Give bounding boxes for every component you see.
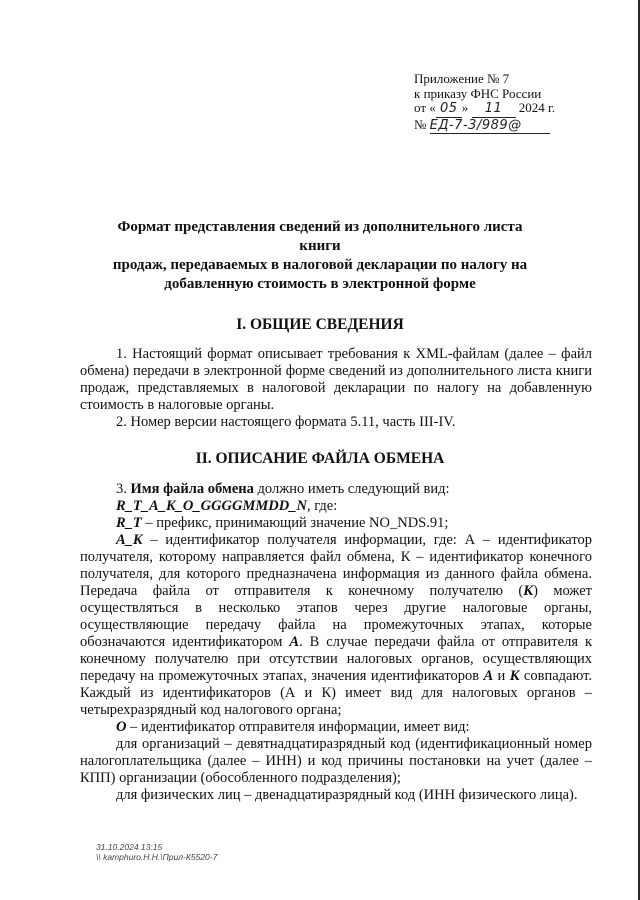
approval-block <box>414 72 614 134</box>
sender-definition: О – идентификатор отправителя информации, имеет вид: <box>116 719 470 735</box>
order-number-value: ЕД-7-3/989@ <box>430 119 550 135</box>
order-number: № ЕД-7-3/989@ <box>414 118 614 135</box>
appendix-number: Приложение № 7 <box>414 71 510 86</box>
date-month: 11 <box>472 102 516 118</box>
order-reference: к приказу ФНС России <box>414 85 542 101</box>
section-1-body <box>80 346 592 431</box>
organization-code: для организаций – девятнадцатиразрядный код (идентификационный номер налогоплательщика (далее – ИНН) и код причины постановки на учет (далее – КПП) организации (обособленного подразделения); <box>80 736 592 786</box>
prefix-definition: R_T – префикс, принимающий значение NO_NDS.91; <box>116 515 449 531</box>
section-1-heading: I. ОБЩИЕ СВЕДЕНИЯ <box>236 316 404 333</box>
section-2-body <box>80 481 592 804</box>
document-title: Формат представления сведений из дополнительного листа книги продаж, передаваемых в налоговой декларации по налогу на добавленную стоимость в электронной форме <box>112 219 528 292</box>
paragraph-3: 3. Имя файла обмена должно иметь следующий вид: <box>116 481 450 497</box>
date-day: 05 <box>436 102 462 118</box>
file-stamp: 31.10.2024 13:15 \\ kamphuro.Н.Н.\Прил-К5520-7 <box>96 842 218 862</box>
recipient-definition: A_K – идентификатор получателя информации, где: А – идентификатор получателя, которому направляется файл обмена, К – идентификатор конечного получателя, для которого предназначена информация из данного файла обмена. Передача файла от отправителя к конечному получателю (К) может осуществляться в несколько этапов через другие налоговые органы, осуществляющие передачу файла на промежуточных этапах, которые обозначаются идентификатором А. В случае передачи файла от отправителя к конечному получателю при отсутствии налоговых органов, осуществляющих передачу на промежуточных этапах, значения идентификаторов А и К совпадают. Каждый из идентификаторов (А и К) имеет вид для налоговых органов – четырехразрядный код налогового органа; <box>80 532 592 718</box>
file-name-pattern: R_T_A_K_O_GGGGMMDD_N, где: <box>116 498 338 514</box>
section-2-heading: II. ОПИСАНИЕ ФАЙЛА ОБМЕНА <box>195 450 445 467</box>
order-date: от « 05 » 11 2024 г. <box>414 100 556 116</box>
paragraph-1: 1. Настоящий формат описывает требования к XML-файлам (далее – файл обмена) передачи в электронной форме сведений из дополнительного листа книги продаж, представляемых в налоговой декларации по налогу на добавленную стоимость в налоговые органы. <box>80 346 592 413</box>
individual-code: для физических лиц – двенадцатиразрядный код (ИНН физического лица). <box>116 787 578 803</box>
paragraph-2: 2. Номер версии настоящего формата 5.11, часть III-IV. <box>116 414 456 430</box>
